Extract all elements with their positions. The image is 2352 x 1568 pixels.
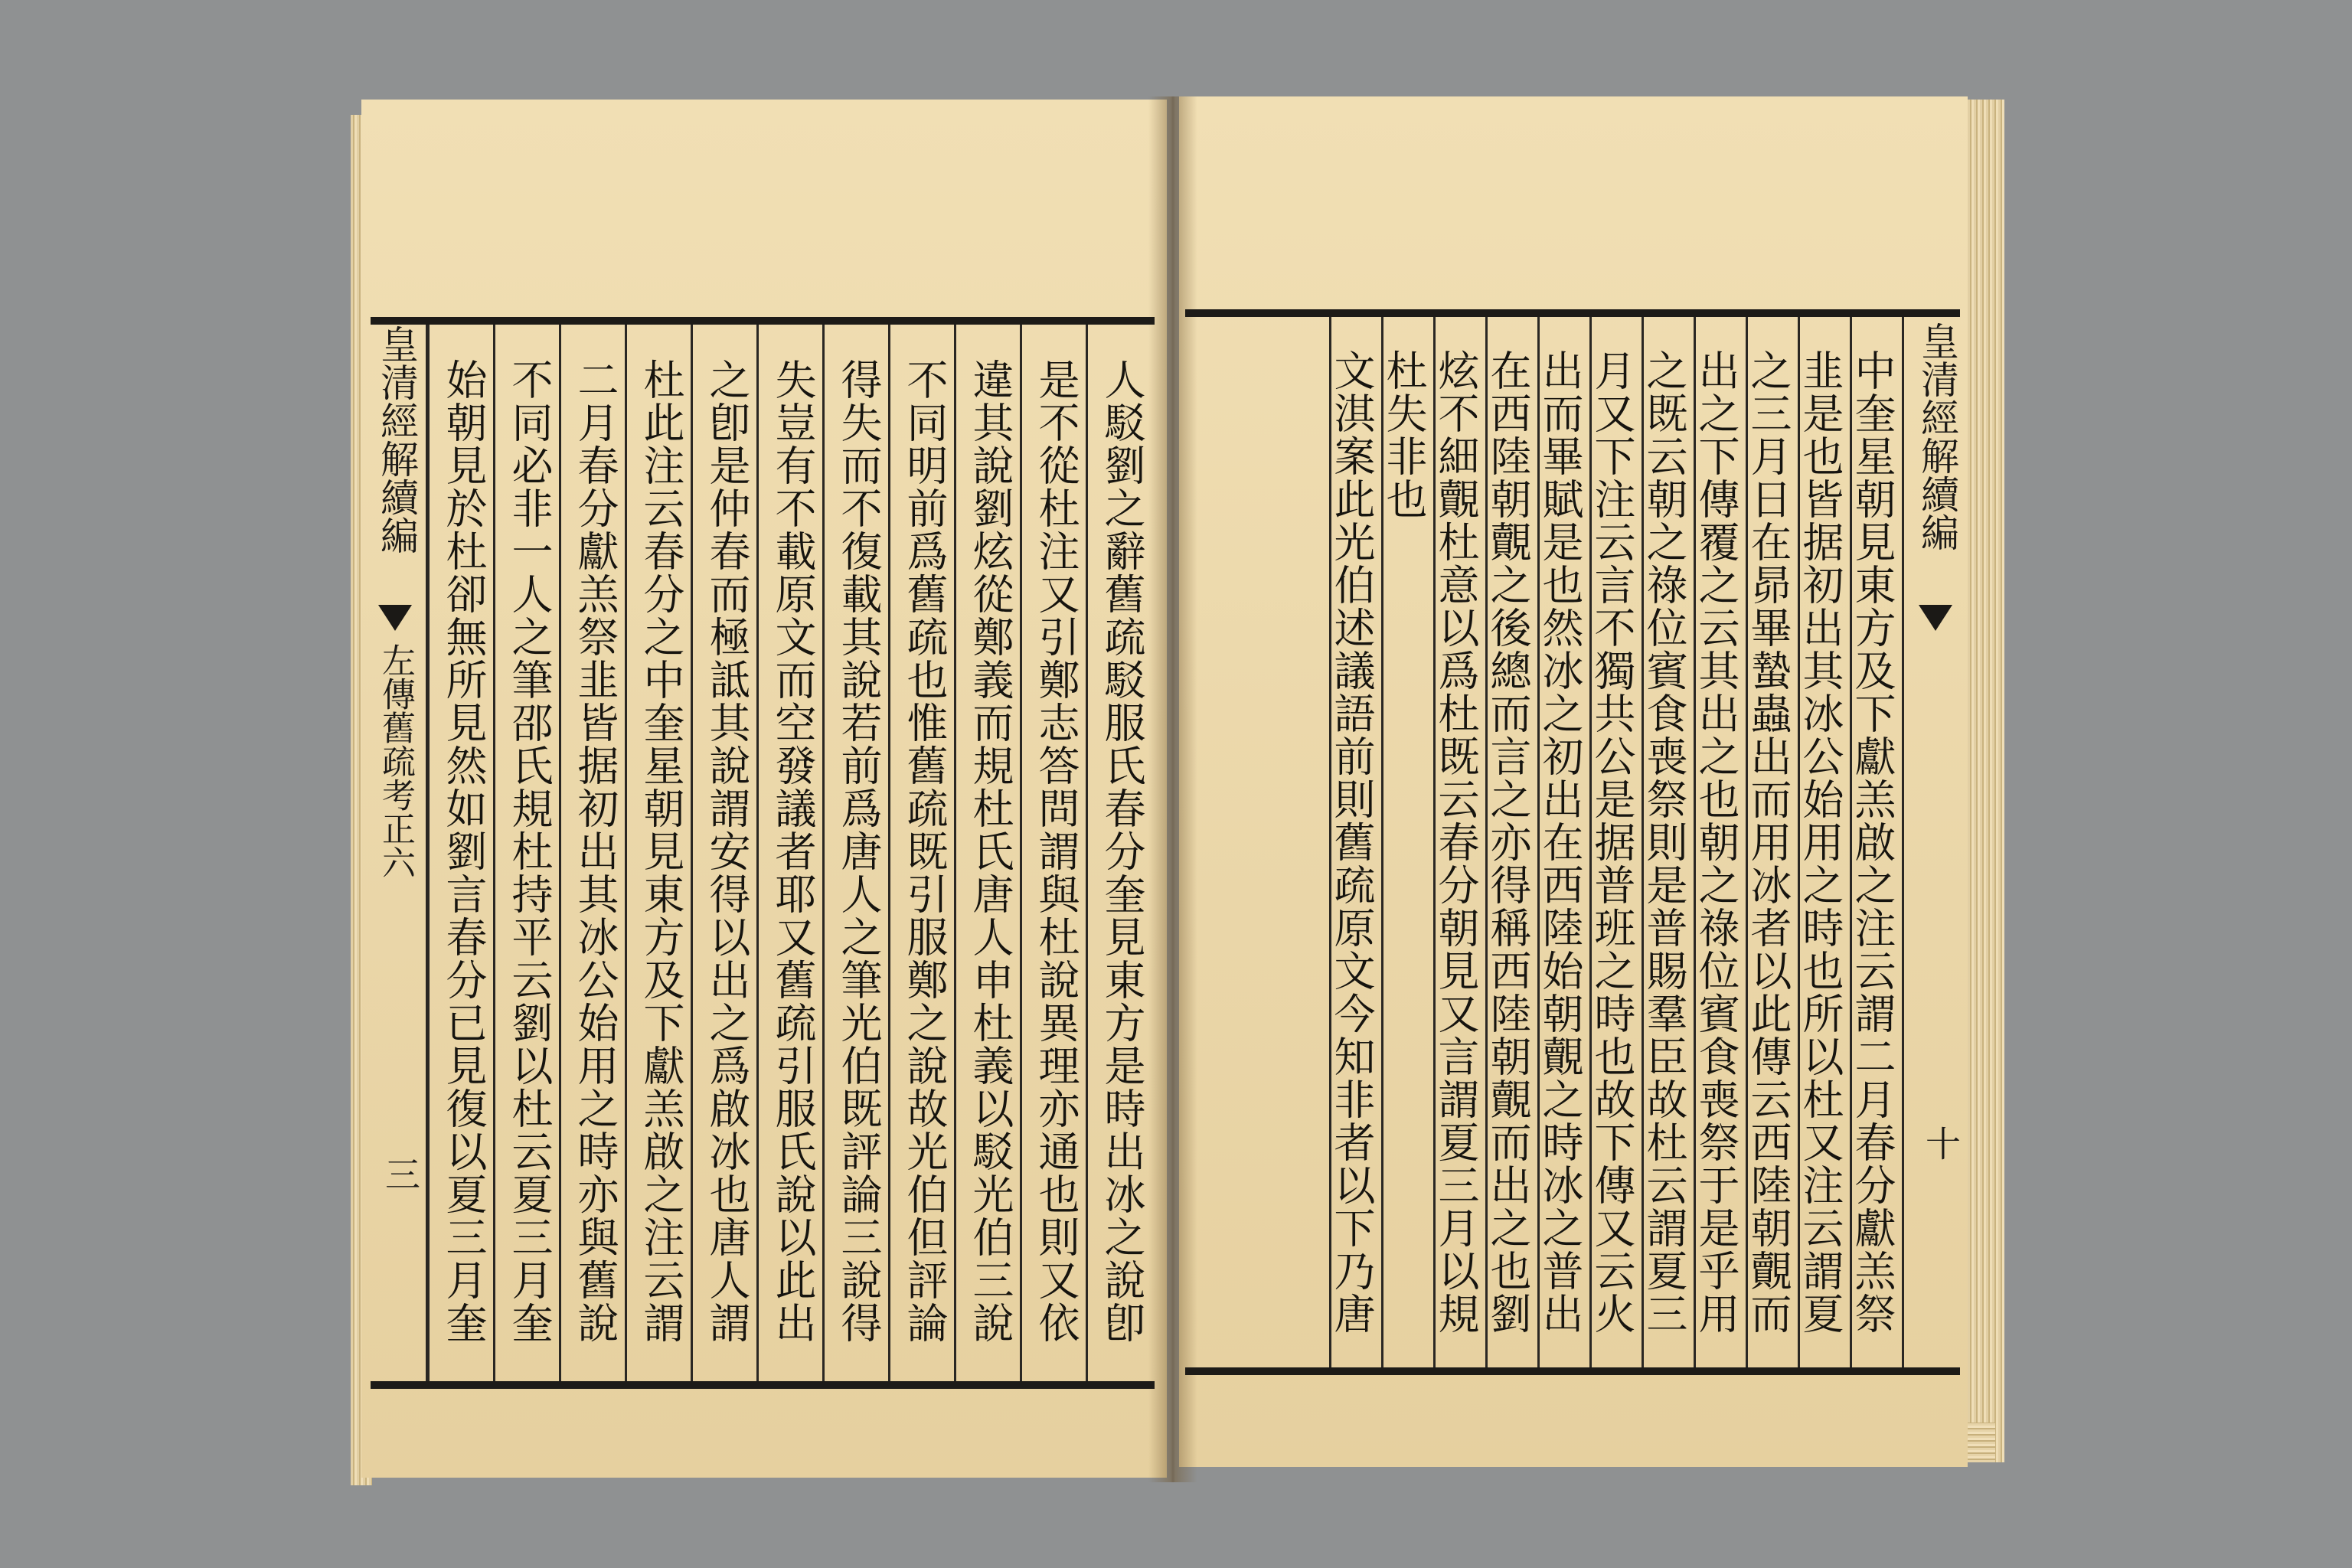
left-text-column: 是不從杜注又引鄭志答問謂與杜說異理亦通也則又依 — [1032, 358, 1080, 1344]
left-text-column: 得失而不復載其說若前爲唐人之筆光伯既評論三說得 — [835, 358, 883, 1344]
left-text-column: 杜此注云春分之中奎星朝見東方及下獻羔啟之注云謂 — [637, 358, 685, 1344]
right-spine-rule — [1902, 317, 1904, 1367]
right-text-column: 中奎星朝見東方及下獻羔啟之注云謂二月春分獻羔祭 — [1848, 349, 1896, 1335]
left-text-column: 之卽是仲春而極詆其說謂安得以出之爲啟冰也唐人謂 — [703, 358, 751, 1344]
left-text-column: 違其說劉炫從鄭義而規杜氏唐人申杜義以駁光伯三說 — [966, 358, 1014, 1344]
left-column-rule — [822, 325, 825, 1381]
right-page-edges — [1968, 100, 2004, 1462]
left-spine-section: 左傳舊疏考正六 — [376, 643, 415, 879]
left-text-column: 始朝見於杜卻無所見然如劉言春分已見復以夏三月奎 — [439, 358, 488, 1344]
left-column-rule — [691, 325, 693, 1381]
right-text-column: 杜失非也 — [1380, 349, 1428, 521]
left-spine-title: 皇清經解續編 — [374, 325, 419, 554]
right-text-column: 之既云朝之祿位賓食喪祭則是普賜羣臣故杜云謂夏三 — [1640, 349, 1688, 1335]
right-text-column: 出而畢賦是也然冰之初出在西陸始朝覿之時冰之普出 — [1536, 349, 1584, 1335]
left-column-rule — [1086, 325, 1088, 1381]
right-text-column: 炫不細覿杜意以爲杜既云春分朝見又言謂夏三月以規 — [1432, 349, 1480, 1335]
right-folio: 十 — [1920, 1125, 1962, 1161]
left-column-rule — [559, 325, 561, 1381]
left-column-rule — [954, 325, 956, 1381]
left-column-rule — [493, 325, 495, 1381]
left-text-column: 失豈有不載原文而空發議者耶又舊疏引服氏說以此出 — [769, 358, 817, 1344]
right-fishtail-mark — [1919, 605, 1952, 631]
left-column-rule — [1020, 325, 1022, 1381]
left-column-rule — [625, 325, 627, 1381]
right-text-column: 在西陸朝覿之後總而言之亦得稱西陸朝覿而出之也劉 — [1484, 349, 1532, 1335]
right-spine-title: 皇清經解續編 — [1915, 322, 1959, 551]
right-text-column: 之三月日在昴畢蟄蟲出而用冰者以此傳云西陸朝覿而 — [1744, 349, 1792, 1335]
right-text-column: 月又下注云言不獨共公是据普班之時也故下傳又云火 — [1588, 349, 1636, 1335]
left-column-rule — [756, 325, 759, 1381]
right-text-column: 韭是也皆据初出其冰公始用之時也所以杜又注云謂夏 — [1796, 349, 1844, 1335]
left-column-rule — [427, 325, 430, 1381]
left-text-column: 二月春分獻羔祭韭皆据初出其冰公始用之時亦與舊說 — [571, 358, 619, 1344]
left-folio: 三 — [380, 1156, 421, 1191]
left-text-column: 人駁劉之辭舊疏駁服氏春分奎見東方是時出冰之說卽 — [1098, 358, 1146, 1344]
right-text-column: 出之下傳覆之云其出之也朝之祿位賓食喪祭于是乎用 — [1692, 349, 1740, 1335]
left-column-rule — [888, 325, 890, 1381]
left-text-column: 不同必非一人之筆邵氏規杜持平云劉以杜云夏三月奎 — [505, 358, 554, 1344]
right-text-column: 文淇案此光伯述議語前則舊疏原文今知非者以下乃唐 — [1328, 349, 1376, 1335]
left-text-column: 不同明前爲舊疏也惟舊疏既引服鄭之說故光伯但評論 — [900, 358, 949, 1344]
left-fishtail-mark — [378, 605, 412, 631]
